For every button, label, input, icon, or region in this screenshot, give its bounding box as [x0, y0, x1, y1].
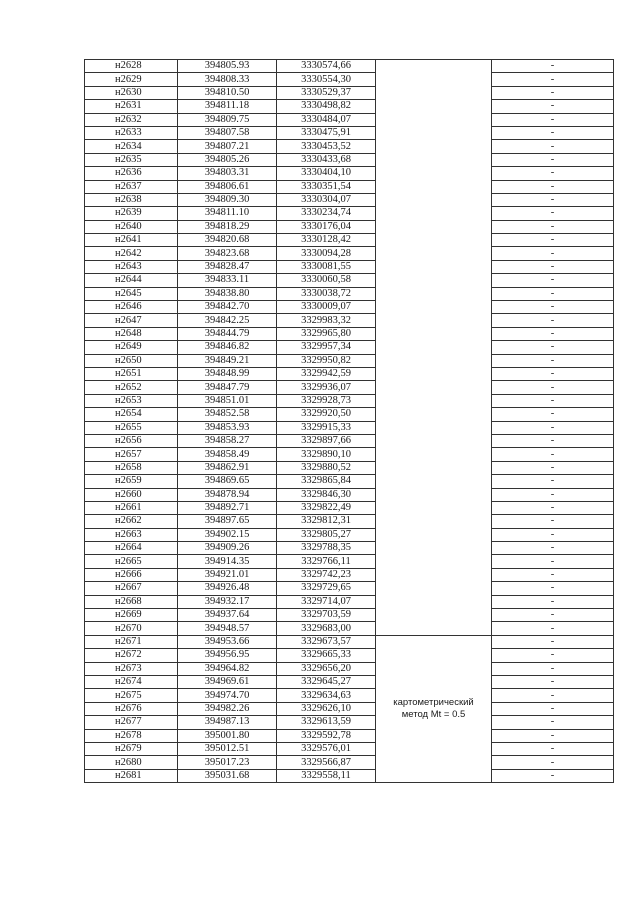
method-cell [376, 635, 492, 782]
y-coordinate-cell: 3330554,30 [277, 73, 376, 86]
dash-cell: - [492, 234, 614, 247]
table-row [85, 260, 614, 273]
dash-cell: - [492, 301, 614, 314]
table-row [85, 247, 614, 260]
point-cell: н2681 [85, 769, 178, 782]
x-coordinate-cell: 394849.21 [178, 354, 277, 367]
table-row [85, 542, 614, 555]
y-coordinate-cell: 3329983,32 [277, 314, 376, 327]
x-coordinate-cell: 394909.26 [178, 542, 277, 555]
dash-cell: - [492, 448, 614, 461]
y-coordinate-cell: 3330060,58 [277, 274, 376, 287]
y-coordinate-cell: 3329558,11 [277, 769, 376, 782]
dash-cell: - [492, 247, 614, 260]
table-row [85, 702, 614, 715]
point-cell: н2662 [85, 515, 178, 528]
x-coordinate-cell: 394803.31 [178, 167, 277, 180]
x-coordinate-cell: 394851.01 [178, 394, 277, 407]
dash-cell: - [492, 260, 614, 273]
dash-cell: - [492, 769, 614, 782]
x-coordinate-cell: 394869.65 [178, 475, 277, 488]
x-coordinate-cell: 394805.26 [178, 153, 277, 166]
point-cell: н2651 [85, 367, 178, 380]
y-coordinate-cell: 3329846,30 [277, 488, 376, 501]
dash-cell: - [492, 367, 614, 380]
y-coordinate-cell: 3329626,10 [277, 702, 376, 715]
table-row [85, 234, 614, 247]
x-coordinate-cell: 395012.51 [178, 742, 277, 755]
point-cell: н2641 [85, 234, 178, 247]
point-cell: н2659 [85, 475, 178, 488]
y-coordinate-cell: 3330453,52 [277, 140, 376, 153]
dash-cell: - [492, 689, 614, 702]
x-coordinate-cell: 394902.15 [178, 528, 277, 541]
y-coordinate-cell: 3329915,33 [277, 421, 376, 434]
x-coordinate-cell: 394844.79 [178, 327, 277, 340]
dash-cell: - [492, 60, 614, 73]
dash-cell: - [492, 649, 614, 662]
table-row [85, 60, 614, 73]
y-coordinate-cell: 3329714,07 [277, 595, 376, 608]
y-coordinate-cell: 3330304,07 [277, 193, 376, 206]
table-row [85, 274, 614, 287]
point-cell: н2663 [85, 528, 178, 541]
x-coordinate-cell: 394858.27 [178, 434, 277, 447]
point-cell: н2678 [85, 729, 178, 742]
table-row [85, 126, 614, 139]
x-coordinate-cell: 394811.10 [178, 207, 277, 220]
point-cell: н2674 [85, 675, 178, 688]
x-coordinate-cell: 394897.65 [178, 515, 277, 528]
dash-cell: - [492, 100, 614, 113]
y-coordinate-cell: 3329920,50 [277, 408, 376, 421]
table-row [85, 662, 614, 675]
table-row [85, 180, 614, 193]
table-row [85, 475, 614, 488]
table-row [85, 582, 614, 595]
point-cell: н2649 [85, 341, 178, 354]
dash-cell: - [492, 274, 614, 287]
y-coordinate-cell: 3330574,66 [277, 60, 376, 73]
point-cell: н2677 [85, 716, 178, 729]
dash-cell: - [492, 394, 614, 407]
y-coordinate-cell: 3330176,04 [277, 220, 376, 233]
dash-cell: - [492, 113, 614, 126]
table-row [85, 528, 614, 541]
point-cell: н2642 [85, 247, 178, 260]
table-row [85, 301, 614, 314]
point-cell: н2657 [85, 448, 178, 461]
x-coordinate-cell: 394858.49 [178, 448, 277, 461]
table-row [85, 568, 614, 581]
dash-cell: - [492, 153, 614, 166]
x-coordinate-cell: 394914.35 [178, 555, 277, 568]
dash-cell: - [492, 354, 614, 367]
table-row [85, 341, 614, 354]
point-cell: н2665 [85, 555, 178, 568]
y-coordinate-cell: 3329729,65 [277, 582, 376, 595]
dash-cell: - [492, 167, 614, 180]
point-cell: н2645 [85, 287, 178, 300]
dash-cell: - [492, 341, 614, 354]
dash-cell: - [492, 327, 614, 340]
dash-cell: - [492, 140, 614, 153]
y-coordinate-cell: 3329766,11 [277, 555, 376, 568]
point-cell: н2670 [85, 622, 178, 635]
x-coordinate-cell: 394926.48 [178, 582, 277, 595]
y-coordinate-cell: 3330081,55 [277, 260, 376, 273]
point-cell: н2638 [85, 193, 178, 206]
x-coordinate-cell: 394852.58 [178, 408, 277, 421]
y-coordinate-cell: 3329576,01 [277, 742, 376, 755]
table-row [85, 742, 614, 755]
y-coordinate-cell: 3330433,68 [277, 153, 376, 166]
table-row [85, 756, 614, 769]
dash-cell: - [492, 595, 614, 608]
x-coordinate-cell: 394806.61 [178, 180, 277, 193]
x-coordinate-cell: 394828.47 [178, 260, 277, 273]
y-coordinate-cell: 3330038,72 [277, 287, 376, 300]
table-row [85, 394, 614, 407]
y-coordinate-cell: 3330351,54 [277, 180, 376, 193]
x-coordinate-cell: 394847.79 [178, 381, 277, 394]
point-cell: н2675 [85, 689, 178, 702]
x-coordinate-cell: 394848.99 [178, 367, 277, 380]
table-row [85, 675, 614, 688]
dash-cell: - [492, 675, 614, 688]
point-cell: н2673 [85, 662, 178, 675]
table-row [85, 461, 614, 474]
y-coordinate-cell: 3329965,80 [277, 327, 376, 340]
point-cell: н2666 [85, 568, 178, 581]
table-row [85, 73, 614, 86]
x-coordinate-cell: 394892.71 [178, 501, 277, 514]
table-row [85, 609, 614, 622]
x-coordinate-cell: 394853.93 [178, 421, 277, 434]
table-row [85, 86, 614, 99]
x-coordinate-cell: 394862.91 [178, 461, 277, 474]
x-coordinate-cell: 395017.23 [178, 756, 277, 769]
y-coordinate-cell: 3330094,28 [277, 247, 376, 260]
point-cell: н2648 [85, 327, 178, 340]
x-coordinate-cell: 395031.68 [178, 769, 277, 782]
x-coordinate-cell: 394932.17 [178, 595, 277, 608]
y-coordinate-cell: 3330484,07 [277, 113, 376, 126]
point-cell: н2664 [85, 542, 178, 555]
dash-cell: - [492, 716, 614, 729]
y-coordinate-cell: 3329897,66 [277, 434, 376, 447]
point-cell: н2667 [85, 582, 178, 595]
table-row [85, 327, 614, 340]
y-coordinate-cell: 3330404,10 [277, 167, 376, 180]
y-coordinate-cell: 3329656,20 [277, 662, 376, 675]
dash-cell: - [492, 635, 614, 648]
dash-cell: - [492, 555, 614, 568]
table-row [85, 635, 614, 648]
dash-cell: - [492, 582, 614, 595]
y-coordinate-cell: 3329957,34 [277, 341, 376, 354]
y-coordinate-cell: 3329950,82 [277, 354, 376, 367]
point-cell: н2643 [85, 260, 178, 273]
point-cell: н2635 [85, 153, 178, 166]
y-coordinate-cell: 3329592,78 [277, 729, 376, 742]
x-coordinate-cell: 394823.68 [178, 247, 277, 260]
point-cell: н2669 [85, 609, 178, 622]
x-coordinate-cell: 394964.82 [178, 662, 277, 675]
dash-cell: - [492, 180, 614, 193]
x-coordinate-cell: 394838.80 [178, 287, 277, 300]
point-cell: н2656 [85, 434, 178, 447]
y-coordinate-cell: 3330498,82 [277, 100, 376, 113]
dash-cell: - [492, 501, 614, 514]
x-coordinate-cell: 394820.68 [178, 234, 277, 247]
table-row [85, 207, 614, 220]
dash-cell: - [492, 568, 614, 581]
x-coordinate-cell: 394846.82 [178, 341, 277, 354]
dash-cell: - [492, 86, 614, 99]
table-row [85, 100, 614, 113]
table-row [85, 595, 614, 608]
y-coordinate-cell: 3329805,27 [277, 528, 376, 541]
dash-cell: - [492, 609, 614, 622]
dash-cell: - [492, 207, 614, 220]
dash-cell: - [492, 622, 614, 635]
table-row [85, 167, 614, 180]
y-coordinate-cell: 3329742,23 [277, 568, 376, 581]
y-coordinate-cell: 3329566,87 [277, 756, 376, 769]
x-coordinate-cell: 394809.75 [178, 113, 277, 126]
dash-cell: - [492, 193, 614, 206]
point-cell: н2637 [85, 180, 178, 193]
dash-cell: - [492, 421, 614, 434]
dash-cell: - [492, 408, 614, 421]
y-coordinate-cell: 3329703,59 [277, 609, 376, 622]
dash-cell: - [492, 381, 614, 394]
point-cell: н2646 [85, 301, 178, 314]
dash-cell: - [492, 488, 614, 501]
y-coordinate-cell: 3329942,59 [277, 367, 376, 380]
y-coordinate-cell: 3330128,42 [277, 234, 376, 247]
y-coordinate-cell: 3329928,73 [277, 394, 376, 407]
table-row [85, 649, 614, 662]
point-cell: н2671 [85, 635, 178, 648]
dash-cell: - [492, 287, 614, 300]
x-coordinate-cell: 394987.13 [178, 716, 277, 729]
dash-cell: - [492, 742, 614, 755]
point-cell: н2628 [85, 60, 178, 73]
point-cell: н2655 [85, 421, 178, 434]
x-coordinate-cell: 394833.11 [178, 274, 277, 287]
x-coordinate-cell: 394805.93 [178, 60, 277, 73]
point-cell: н2672 [85, 649, 178, 662]
y-coordinate-cell: 3329634,63 [277, 689, 376, 702]
y-coordinate-cell: 3330234,74 [277, 207, 376, 220]
dash-cell: - [492, 515, 614, 528]
x-coordinate-cell: 394842.70 [178, 301, 277, 314]
method-cell-empty [376, 60, 492, 636]
point-cell: н2652 [85, 381, 178, 394]
table-row [85, 448, 614, 461]
dash-cell: - [492, 220, 614, 233]
method-name: картометрический [393, 696, 474, 708]
x-coordinate-cell: 394818.29 [178, 220, 277, 233]
point-cell: н2629 [85, 73, 178, 86]
table-row [85, 113, 614, 126]
dash-cell: - [492, 729, 614, 742]
table-row [85, 515, 614, 528]
table-row [85, 354, 614, 367]
y-coordinate-cell: 3329683,00 [277, 622, 376, 635]
x-coordinate-cell: 394982.26 [178, 702, 277, 715]
table-row [85, 769, 614, 782]
point-cell: н2661 [85, 501, 178, 514]
point-cell: н2654 [85, 408, 178, 421]
table-row [85, 729, 614, 742]
x-coordinate-cell: 394811.18 [178, 100, 277, 113]
coordinates-table [84, 59, 614, 783]
point-cell: н2639 [85, 207, 178, 220]
x-coordinate-cell: 394810.50 [178, 86, 277, 99]
y-coordinate-cell: 3329645,27 [277, 675, 376, 688]
y-coordinate-cell: 3329865,84 [277, 475, 376, 488]
point-cell: н2647 [85, 314, 178, 327]
coordinates-table-body [85, 60, 614, 783]
method-accuracy: метод Mt = 0.5 [401, 708, 466, 720]
x-coordinate-cell: 394937.64 [178, 609, 277, 622]
x-coordinate-cell: 394808.33 [178, 73, 277, 86]
point-cell: н2630 [85, 86, 178, 99]
table-row [85, 367, 614, 380]
y-coordinate-cell: 3329788,35 [277, 542, 376, 555]
point-cell: н2653 [85, 394, 178, 407]
point-cell: н2660 [85, 488, 178, 501]
point-cell: н2632 [85, 113, 178, 126]
x-coordinate-cell: 394842.25 [178, 314, 277, 327]
dash-cell: - [492, 756, 614, 769]
y-coordinate-cell: 3330475,91 [277, 126, 376, 139]
x-coordinate-cell: 394921.01 [178, 568, 277, 581]
table-row [85, 220, 614, 233]
dash-cell: - [492, 434, 614, 447]
table-row [85, 193, 614, 206]
point-cell: н2640 [85, 220, 178, 233]
table-row [85, 153, 614, 166]
table-row [85, 287, 614, 300]
dash-cell: - [492, 314, 614, 327]
y-coordinate-cell: 3329613,59 [277, 716, 376, 729]
dash-cell: - [492, 126, 614, 139]
table-row [85, 421, 614, 434]
dash-cell: - [492, 542, 614, 555]
y-coordinate-cell: 3329812,31 [277, 515, 376, 528]
x-coordinate-cell: 394809.30 [178, 193, 277, 206]
y-coordinate-cell: 3329822,49 [277, 501, 376, 514]
table-row [85, 381, 614, 394]
table-row [85, 434, 614, 447]
point-cell: н2658 [85, 461, 178, 474]
table-row [85, 314, 614, 327]
x-coordinate-cell: 394974.70 [178, 689, 277, 702]
x-coordinate-cell: 394956.95 [178, 649, 277, 662]
dash-cell: - [492, 528, 614, 541]
point-cell: н2676 [85, 702, 178, 715]
table-row [85, 716, 614, 729]
x-coordinate-cell: 395001.80 [178, 729, 277, 742]
x-coordinate-cell: 394969.61 [178, 675, 277, 688]
point-cell: н2650 [85, 354, 178, 367]
table-row [85, 408, 614, 421]
point-cell: н2668 [85, 595, 178, 608]
x-coordinate-cell: 394807.58 [178, 126, 277, 139]
y-coordinate-cell: 3329936,07 [277, 381, 376, 394]
table-row [85, 501, 614, 514]
point-cell: н2634 [85, 140, 178, 153]
y-coordinate-cell: 3329673,57 [277, 635, 376, 648]
point-cell: н2636 [85, 167, 178, 180]
x-coordinate-cell: 394953.66 [178, 635, 277, 648]
y-coordinate-cell: 3329880,52 [277, 461, 376, 474]
y-coordinate-cell: 3329665,33 [277, 649, 376, 662]
table-row [85, 555, 614, 568]
x-coordinate-cell: 394948.57 [178, 622, 277, 635]
y-coordinate-cell: 3330009,07 [277, 301, 376, 314]
dash-cell: - [492, 662, 614, 675]
table-row [85, 689, 614, 702]
table-row [85, 622, 614, 635]
point-cell: н2631 [85, 100, 178, 113]
dash-cell: - [492, 73, 614, 86]
y-coordinate-cell: 3330529,37 [277, 86, 376, 99]
dash-cell: - [492, 702, 614, 715]
point-cell: н2680 [85, 756, 178, 769]
point-cell: н2633 [85, 126, 178, 139]
y-coordinate-cell: 3329890,10 [277, 448, 376, 461]
point-cell: н2644 [85, 274, 178, 287]
table-row [85, 488, 614, 501]
dash-cell: - [492, 475, 614, 488]
dash-cell: - [492, 461, 614, 474]
x-coordinate-cell: 394878.94 [178, 488, 277, 501]
point-cell: н2679 [85, 742, 178, 755]
x-coordinate-cell: 394807.21 [178, 140, 277, 153]
table-row [85, 140, 614, 153]
